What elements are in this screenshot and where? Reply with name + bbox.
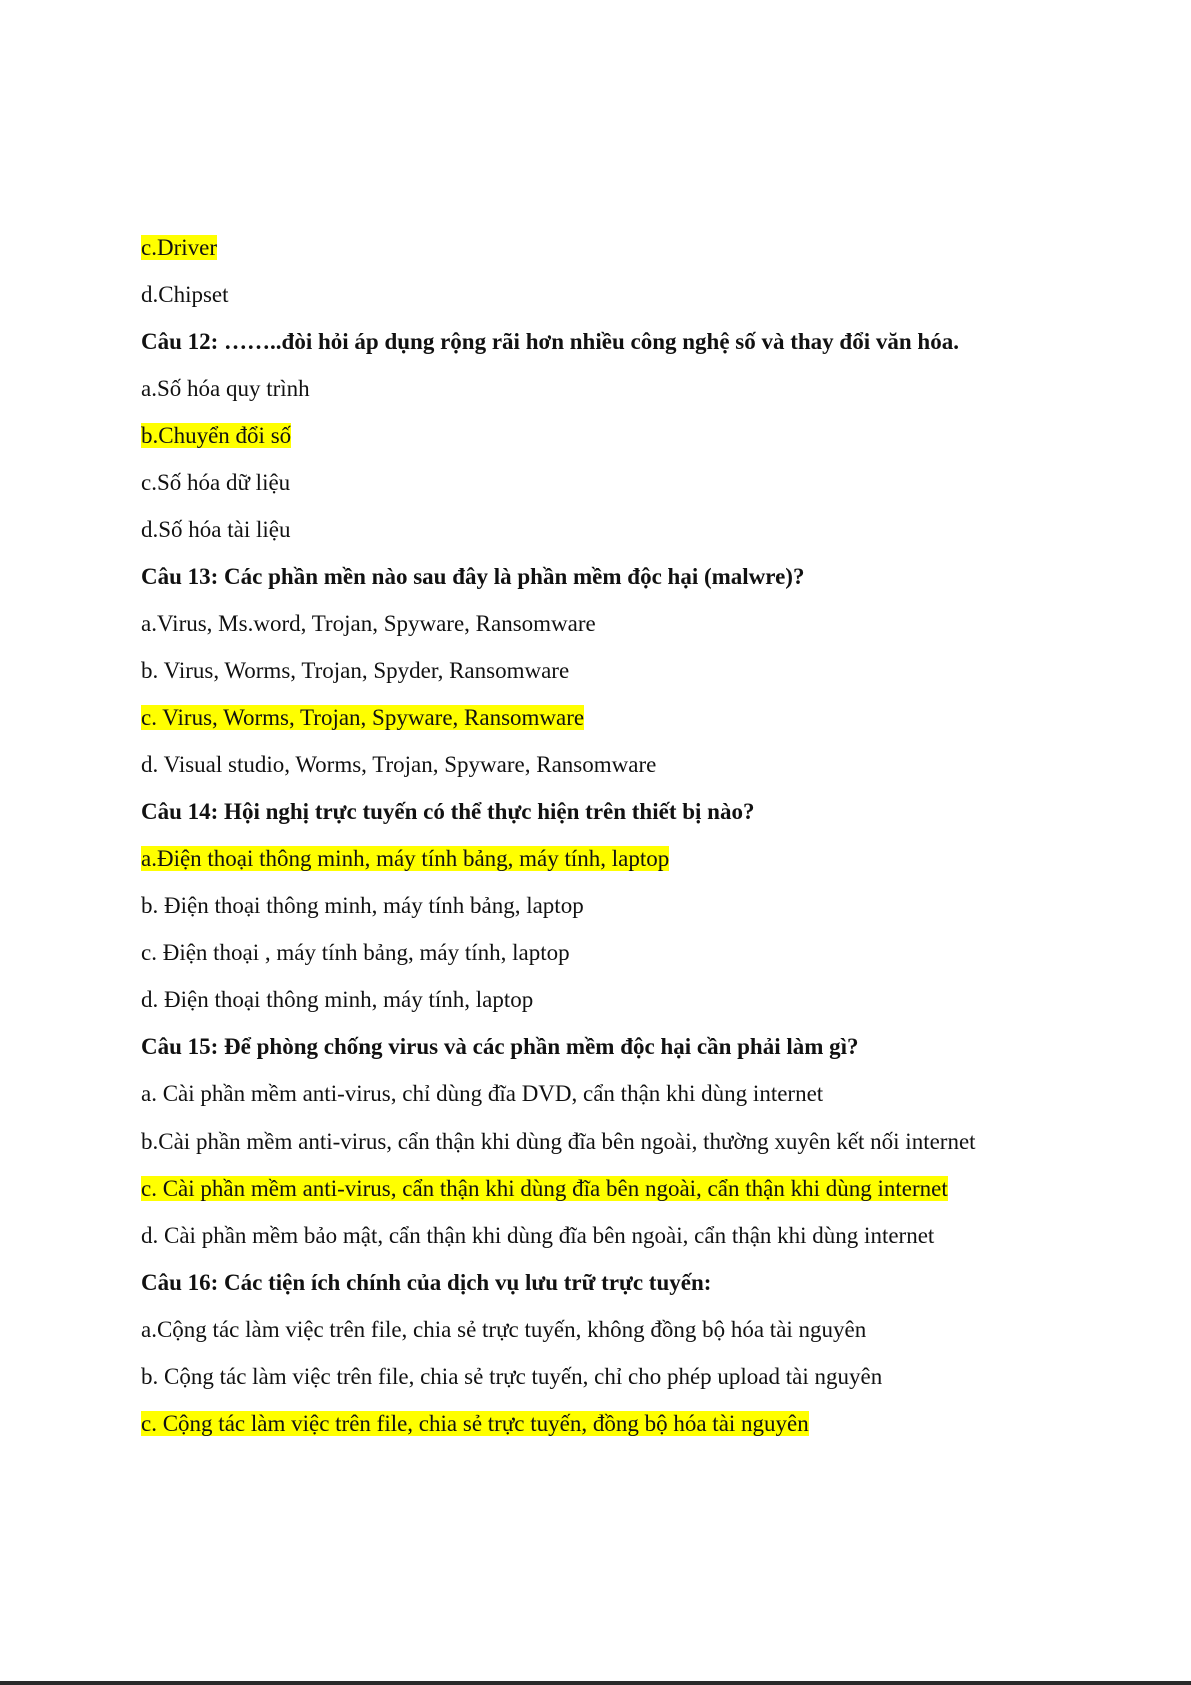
option-d-q11: d.Chipset (141, 282, 229, 307)
option-d-q15: d. Cài phần mềm bảo mật, cẩn thận khi dùng đĩa bên ngoài, cẩn thận khi dùng internet (141, 1223, 935, 1248)
option-a-q15: a. Cài phần mềm anti-virus, chỉ dùng đĩa DVD, cẩn thận khi dùng internet (141, 1081, 824, 1106)
answer-highlight: c.Driver (141, 235, 217, 260)
question-16: Câu 16: Các tiện ích chính của dịch vụ lưu trữ trực tuyến: (141, 1270, 712, 1295)
answer-highlight: b.Chuyển đổi số (141, 423, 292, 448)
option-c-q11 (141, 233, 1081, 263)
option-d-q13: d. Visual studio, Worms, Trojan, Spyware, Ransomware (141, 752, 657, 777)
option-c-q14: c. Điện thoại , máy tính bảng, máy tính, laptop (141, 940, 570, 965)
option-a-q16: a.Cộng tác làm việc trên file, chia sẻ trực tuyến, không đồng bộ hóa tài nguyên (141, 1317, 867, 1342)
option-d-q12: d.Số hóa tài liệu (141, 517, 291, 542)
option-c-q12: c.Số hóa dữ liệu (141, 470, 291, 495)
option-b-q12 (141, 421, 1081, 451)
answer-highlight: c. Cộng tác làm việc trên file, chia sẻ trực tuyến, đồng bộ hóa tài nguyên (141, 1411, 809, 1436)
question-13: Câu 13: Các phần mền nào sau đây là phần mềm độc hại (malwre)? (141, 564, 805, 589)
question-12: Câu 12: ……..đòi hỏi áp dụng rộng rãi hơn nhiều công nghệ số và thay đổi văn hóa. (141, 329, 959, 354)
question-14: Câu 14: Hội nghị trực tuyến có thể thực hiện trên thiết bị nào? (141, 799, 755, 824)
answer-highlight: a.Điện thoại thông minh, máy tính bảng, máy tính, laptop (141, 846, 670, 871)
answer-highlight: c. Virus, Worms, Trojan, Spyware, Ransomware (141, 705, 585, 730)
option-b-q15: b.Cài phần mềm anti-virus, cẩn thận khi dùng đĩa bên ngoài, thường xuyên kết nối internet (141, 1129, 976, 1154)
answer-highlight: c. Cài phần mềm anti-virus, cẩn thận khi dùng đĩa bên ngoài, cẩn thận khi dùng internet (141, 1176, 948, 1201)
option-d-q14: d. Điện thoại thông minh, máy tính, laptop (141, 987, 534, 1012)
document-page (141, 233, 1081, 1456)
option-c-q16 (141, 1409, 1081, 1439)
question-15: Câu 15: Để phòng chống virus và các phần mềm độc hại cần phải làm gì? (141, 1034, 859, 1059)
option-b-q16: b. Cộng tác làm việc trên file, chia sẻ trực tuyến, chỉ cho phép upload tài nguyên (141, 1364, 883, 1389)
option-b-q14: b. Điện thoại thông minh, máy tính bảng, laptop (141, 893, 584, 918)
page-bottom-border (0, 1681, 1191, 1685)
option-a-q14 (141, 844, 1081, 874)
option-c-q15 (141, 1174, 1081, 1204)
option-b-q13: b. Virus, Worms, Trojan, Spyder, Ransomware (141, 658, 570, 683)
option-a-q12: a.Số hóa quy trình (141, 376, 310, 401)
option-a-q13: a.Virus, Ms.word, Trojan, Spyware, Ransomware (141, 611, 596, 636)
option-c-q13 (141, 703, 1081, 733)
